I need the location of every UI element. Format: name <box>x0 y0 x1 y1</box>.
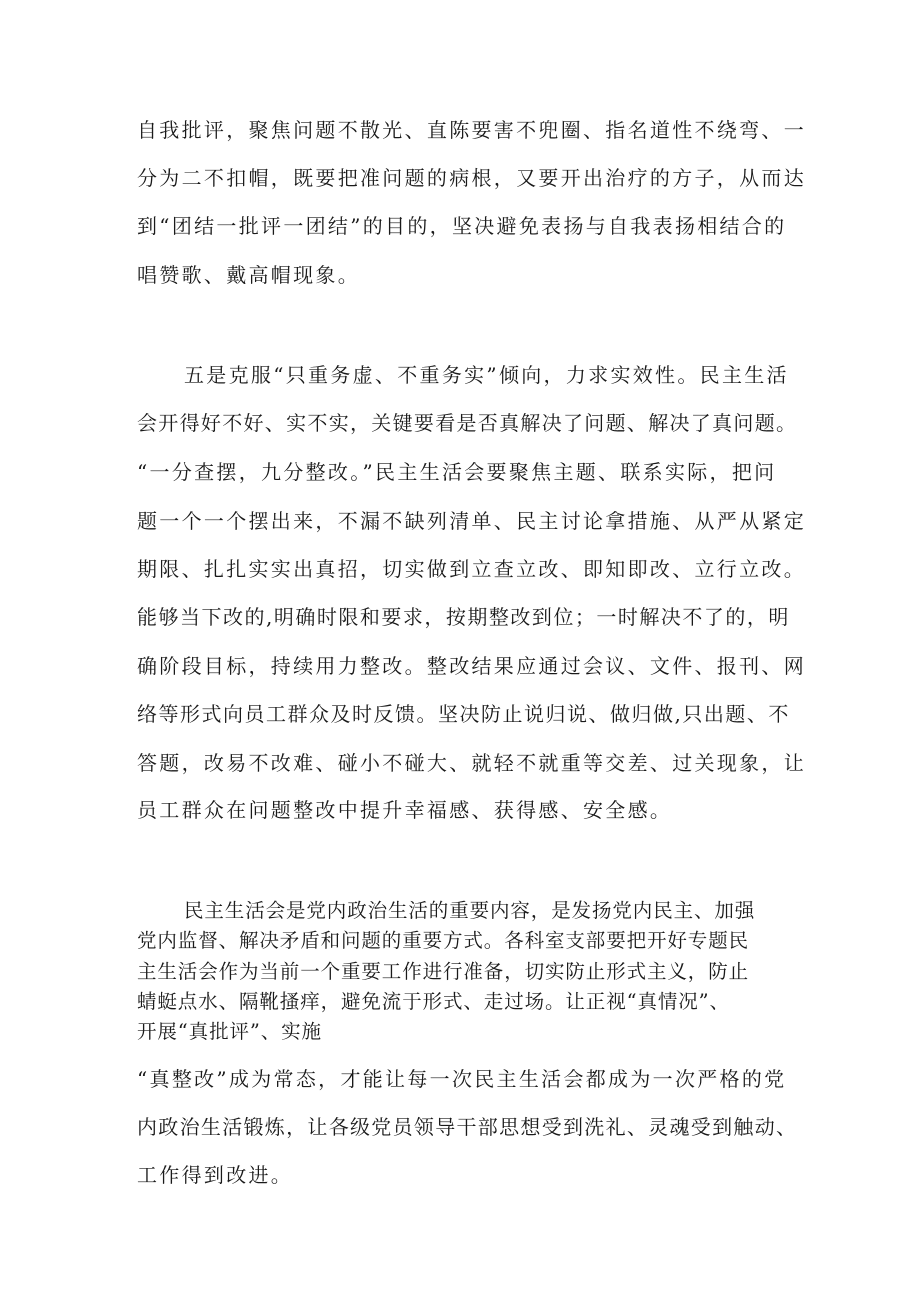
paragraph-3-line-2: 党内监督、解决矛盾和问题的重要方式。各科室支部要把开好专题民 <box>137 929 750 952</box>
paragraph-4-line-2: 内政治生活锻炼，让各级党员领导干部思想受到洗礼、灵魂受到触动、 <box>137 1115 798 1139</box>
paragraph-2-line-1: 五是克服“只重务虚、不重务实”倾向，力求实效性。民主生活 <box>184 363 789 387</box>
paragraph-2-line-8: 络等形式向员工群众及时反馈。坚决防止说归说、做归做,只出题、不 <box>137 702 790 726</box>
paragraph-2-line-10: 员工群众在问题整改中提升幸福感、获得感、安全感。 <box>137 798 673 822</box>
paragraph-2-line-5: 期限、扎扎实实出真招，切实做到立查立改、即知即改、立行立改。 <box>137 557 806 581</box>
paragraph-1-line-4: 唱赞歌、戴高帽现象。 <box>137 263 360 287</box>
paragraph-2-line-2: 会开得好不好、实不实，关键要看是否真解决了问题、解决了真问题。 <box>137 411 798 435</box>
paragraph-1-line-1: 自我批评，聚焦问题不散光、直陈要害不兜圈、指名道性不绕弯、一 <box>137 118 806 142</box>
paragraph-4-line-1: “真整改”成为常态，才能让每一次民主生活会都成为一次严格的党 <box>137 1067 787 1091</box>
paragraph-2-line-3: “一分查摆，九分整改。”民主生活会要聚焦主题、联系实际，把问 <box>137 460 777 484</box>
paragraph-3-line-1: 民主生活会是党内政治生活的重要内容，是发扬党内民主、加强 <box>184 899 756 922</box>
paragraph-2-line-6: 能够当下改的,明确时限和要求，按期整改到位；一时解决不了的，明 <box>137 605 790 629</box>
paragraph-3-line-5: 开展“真批评”、实施 <box>137 1020 322 1043</box>
paragraph-2-line-7: 确阶段目标，持续用力整改。整改结果应通过会议、文件、报刊、网 <box>137 654 806 678</box>
paragraph-4-line-3: 工作得到改进。 <box>137 1163 294 1187</box>
paragraph-3-line-3: 主生活会作为当前一个重要工作进行准备，切实防止形式主义，防止 <box>137 960 750 983</box>
paragraph-3-line-4: 蜻蜓点水、隔靴搔痒，避免流于形式、走过场。让正视“真情况”、 <box>137 990 730 1013</box>
paragraph-2-line-9: 答题，改易不改难、碰小不碰大、就轻不就重等交差、过关现象，让 <box>137 751 806 775</box>
paragraph-1-line-3: 到“团结一批评一团结”的目的，坚决避免表扬与自我表扬相结合的 <box>137 214 787 238</box>
paragraph-1-line-2: 分为二不扣帽，既要把准问题的病根，又要开出治疗的方子，从而达 <box>137 166 806 190</box>
paragraph-2-line-4: 题一个一个摆出来，不漏不缺列清单、民主讨论拿措施、从严从紧定 <box>137 509 806 533</box>
